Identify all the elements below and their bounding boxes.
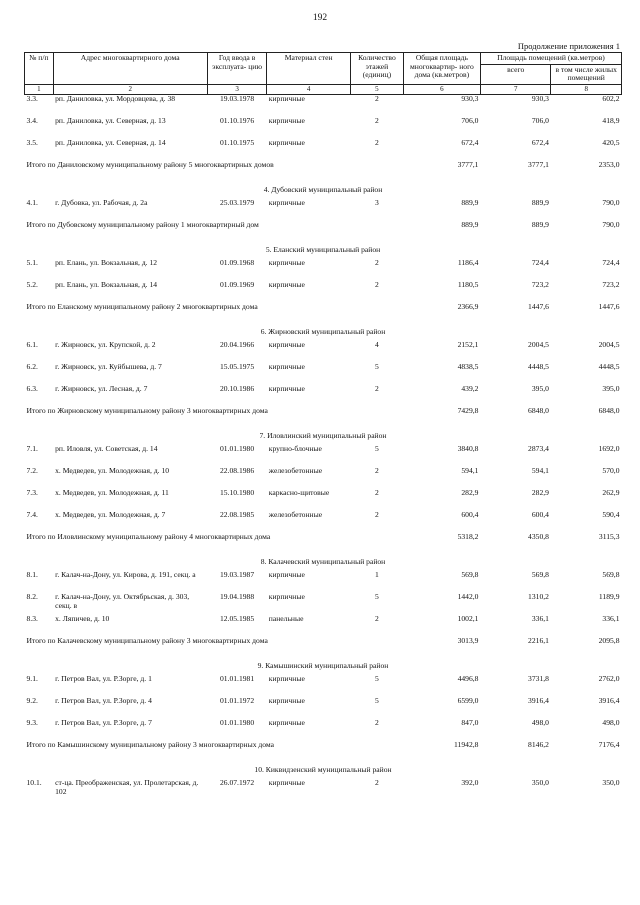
row-total-area: 706,0 xyxy=(461,116,479,126)
subtotal-area-residential: 2353,0 xyxy=(598,160,620,170)
subtotal-area-residential: 790,0 xyxy=(602,220,620,230)
row-floors: 5 xyxy=(375,674,379,684)
row-address: х. Медведев, ул. Молодежная, д. 10 xyxy=(55,466,170,476)
row-number: 5.2. xyxy=(26,280,38,290)
table-row xyxy=(25,95,622,118)
column-number: 3 xyxy=(207,85,266,95)
table-row xyxy=(25,697,622,719)
subtotal-total-area: 2366,9 xyxy=(457,302,479,312)
row-year: 01.09.1969 xyxy=(219,280,255,290)
row-material: крупно-блочные xyxy=(268,444,322,454)
row-floors: 5 xyxy=(375,592,379,602)
row-floors: 5 xyxy=(375,362,379,372)
row-address: рп. Даниловка, ул. Северная, д. 13 xyxy=(55,116,166,126)
district-section-header xyxy=(25,555,622,571)
subtotal-label: Итого по Еланскому муниципальному району 2 многоквартирных дома xyxy=(26,302,258,312)
table-row xyxy=(25,719,622,741)
row-material: кирпичные xyxy=(268,116,305,126)
row-area-all: 724,4 xyxy=(531,258,549,268)
row-year: 01.01.1972 xyxy=(219,696,255,706)
row-area-residential: 570,0 xyxy=(602,466,620,476)
row-total-area: 1186,4 xyxy=(457,258,479,268)
header-premises: Площадь помещений (кв.метров) xyxy=(480,53,621,65)
subtotal-spacer xyxy=(351,161,404,183)
row-address: г. Жирновск, ул. Куйбышева, д. 7 xyxy=(55,362,162,372)
row-floors: 2 xyxy=(375,116,379,126)
column-number: 2 xyxy=(53,85,207,95)
row-year: 01.09.1968 xyxy=(219,258,255,268)
header-floors: Количество этажей (единиц) xyxy=(351,53,404,85)
row-year: 01.01.1981 xyxy=(219,674,255,684)
district-section-header xyxy=(25,429,622,445)
subtotal-label: Итого по Дубовскому муниципальному району 1 многоквартирный дом xyxy=(26,220,259,230)
subtotal-row xyxy=(25,637,622,659)
subtotal-spacer xyxy=(351,407,404,429)
row-address: г. Калач-на-Дону, ул. Октябрьская, д. 303, секц. в xyxy=(55,592,190,610)
subtotal-label: Итого по Иловлинскому муниципальному району 4 многоквартирных дома xyxy=(26,532,271,542)
column-number: 6 xyxy=(403,85,480,95)
row-year: 20.04.1966 xyxy=(219,340,255,350)
row-total-area: 1442,0 xyxy=(457,592,479,602)
row-floors: 2 xyxy=(375,280,379,290)
district-title: 7. Иловлинский муниципальный район xyxy=(259,431,387,441)
row-area-all: 600,4 xyxy=(531,510,549,520)
row-year: 26.07.1972 xyxy=(219,778,255,788)
row-area-all: 3731,8 xyxy=(528,674,549,684)
header-total-area: Общая площадь многоквартир- ного дома (кв.метров) xyxy=(403,53,480,85)
subtotal-area-all: 4350,8 xyxy=(528,532,549,542)
district-title: 8. Калачевский муниципальный район xyxy=(260,557,386,567)
row-number: 7.1. xyxy=(26,444,38,454)
subtotal-row xyxy=(25,303,622,325)
row-total-area: 1180,5 xyxy=(457,280,479,290)
header-material: Материал стен xyxy=(267,53,351,85)
subtotal-spacer xyxy=(351,741,404,763)
subtotal-area-residential: 1447,6 xyxy=(598,302,620,312)
row-total-area: 672,4 xyxy=(461,138,479,148)
subtotal-area-all: 1447,6 xyxy=(528,302,549,312)
row-area-all: 2004,5 xyxy=(528,340,549,350)
row-year: 19.03.1987 xyxy=(219,570,255,580)
subtotal-label: Итого по Жирновскому муниципальному району 3 многоквартирных дома xyxy=(26,406,268,416)
row-material: кирпичные xyxy=(268,280,305,290)
row-address: рп. Елань, ул. Вокзальная, д. 14 xyxy=(55,280,158,290)
subtotal-area-residential: 3115,3 xyxy=(598,532,620,542)
header-num: № п/п xyxy=(25,53,54,85)
row-address: рп. Иловля, ул. Советская, д. 14 xyxy=(55,444,158,454)
row-total-area: 889,9 xyxy=(461,198,479,208)
row-area-residential: 602,2 xyxy=(602,94,620,104)
row-material: кирпичные xyxy=(268,718,305,728)
column-number: 8 xyxy=(551,85,622,95)
row-area-all: 706,0 xyxy=(531,116,549,126)
row-address: х. Ляпичев, д. 10 xyxy=(55,614,110,624)
row-number: 8.3. xyxy=(26,614,38,624)
row-number: 3.3. xyxy=(26,94,38,104)
row-floors: 2 xyxy=(375,488,379,498)
subtotal-total-area: 11942,8 xyxy=(454,740,479,750)
subtotal-row xyxy=(25,741,622,763)
row-floors: 2 xyxy=(375,258,379,268)
row-floors: 2 xyxy=(375,510,379,520)
row-material: кирпичные xyxy=(268,384,305,394)
row-area-residential: 420,5 xyxy=(602,138,620,148)
row-area-all: 672,4 xyxy=(531,138,549,148)
row-area-all: 336,1 xyxy=(531,614,549,624)
row-floors: 5 xyxy=(375,444,379,454)
row-year: 19.03.1978 xyxy=(219,94,255,104)
row-area-residential: 724,4 xyxy=(602,258,620,268)
header-premises-residential: в том числе жилых помещений xyxy=(551,64,622,84)
row-area-residential: 723,2 xyxy=(602,280,620,290)
column-number: 4 xyxy=(267,85,351,95)
table-row xyxy=(25,117,622,139)
row-year: 12.05.1985 xyxy=(219,614,255,624)
row-material: кирпичные xyxy=(268,674,305,684)
row-total-area: 4838,5 xyxy=(457,362,479,372)
row-total-area: 594,1 xyxy=(461,466,479,476)
row-floors: 3 xyxy=(375,198,379,208)
row-floors: 2 xyxy=(375,778,379,788)
row-area-all: 4448,5 xyxy=(528,362,549,372)
district-section-header xyxy=(25,243,622,259)
row-total-area: 569,8 xyxy=(461,570,479,580)
row-year: 19.04.1988 xyxy=(219,592,255,602)
column-number: 5 xyxy=(351,85,404,95)
subtotal-row xyxy=(25,407,622,429)
row-address: г. Петров Вал, ул. Р.Зорге, д. 1 xyxy=(55,674,152,684)
subtotal-area-all: 8146,2 xyxy=(528,740,549,750)
table-header xyxy=(25,53,622,95)
row-year: 25.03.1979 xyxy=(219,198,255,208)
row-number: 6.1. xyxy=(26,340,38,350)
row-year: 22.08.1985 xyxy=(219,510,255,520)
row-floors: 2 xyxy=(375,718,379,728)
subtotal-spacer xyxy=(351,303,404,325)
row-number: 7.4. xyxy=(26,510,38,520)
row-area-residential: 336,1 xyxy=(602,614,620,624)
row-number: 7.2. xyxy=(26,466,38,476)
row-address: г. Жирновск, ул. Лесная, д. 7 xyxy=(55,384,148,394)
row-material: кирпичные xyxy=(268,592,305,602)
row-number: 6.3. xyxy=(26,384,38,394)
row-year: 01.10.1975 xyxy=(219,138,255,148)
subtotal-label: Итого по Камышинскому муниципальному району 3 многоквартирных дома xyxy=(26,740,275,750)
district-section-header xyxy=(25,183,622,199)
subtotal-spacer xyxy=(351,533,404,555)
subtotal-row xyxy=(25,221,622,243)
subtotal-area-all: 2216,1 xyxy=(528,636,549,646)
table-row xyxy=(25,341,622,363)
subtotal-label: Итого по Даниловскому муниципальному району 5 многоквартирных домов xyxy=(26,160,274,170)
table-row xyxy=(25,385,622,407)
row-area-residential: 1692,0 xyxy=(598,444,620,454)
row-area-residential: 418,9 xyxy=(602,116,620,126)
subtotal-row xyxy=(25,161,622,183)
row-area-residential: 2762,0 xyxy=(598,674,620,684)
row-area-residential: 350,0 xyxy=(602,778,620,788)
header-premises-all: всего xyxy=(480,64,550,84)
table-row xyxy=(25,489,622,511)
row-number: 3.4. xyxy=(26,116,38,126)
row-floors: 2 xyxy=(375,94,379,104)
row-floors: 1 xyxy=(375,570,379,580)
row-area-all: 723,2 xyxy=(531,280,549,290)
row-area-all: 1310,2 xyxy=(528,592,549,602)
row-number: 9.3. xyxy=(26,718,38,728)
row-number: 7.3. xyxy=(26,488,38,498)
row-year: 15.05.1975 xyxy=(219,362,255,372)
subtotal-row xyxy=(25,533,622,555)
district-title: 9. Камышинский муниципальный район xyxy=(257,661,389,671)
row-address: г. Жирновск, ул. Крупской, д. 2 xyxy=(55,340,156,350)
housing-table xyxy=(24,52,622,801)
table-row xyxy=(25,199,622,221)
table-row xyxy=(25,139,622,161)
row-address: г. Калач-на-Дону, ул. Кирова, д. 191, секц. а xyxy=(55,570,196,580)
row-number: 9.1. xyxy=(26,674,38,684)
row-number: 10.1. xyxy=(26,778,42,788)
subtotal-label: Итого по Калачевскому муниципальному району 3 многоквартирных дома xyxy=(26,636,268,646)
row-year: 01.01.1980 xyxy=(219,444,255,454)
row-floors: 5 xyxy=(375,696,379,706)
row-total-area: 282,9 xyxy=(461,488,479,498)
row-number: 6.2. xyxy=(26,362,38,372)
row-area-all: 930,3 xyxy=(531,94,549,104)
row-number: 5.1. xyxy=(26,258,38,268)
district-title: 10. Киквидзенский муниципальный район xyxy=(254,765,392,775)
row-area-residential: 498,0 xyxy=(602,718,620,728)
row-area-residential: 4448,5 xyxy=(598,362,620,372)
row-address: х. Медведев, ул. Молодежная, д. 7 xyxy=(55,510,166,520)
table-row xyxy=(25,593,622,615)
row-area-residential: 790,0 xyxy=(602,198,620,208)
row-year: 22.08.1986 xyxy=(219,466,255,476)
row-number: 3.5. xyxy=(26,138,38,148)
row-area-all: 498,0 xyxy=(531,718,549,728)
row-total-area: 600,4 xyxy=(461,510,479,520)
row-material: железобетонные xyxy=(268,466,323,476)
row-year: 15.10.1980 xyxy=(219,488,255,498)
row-address: г. Петров Вал, ул. Р.Зорге, д. 7 xyxy=(55,718,152,728)
subtotal-spacer xyxy=(351,637,404,659)
column-number: 7 xyxy=(480,85,550,95)
row-area-all: 2873,4 xyxy=(528,444,549,454)
row-address: х. Медведев, ул. Молодежная, д. 11 xyxy=(55,488,169,498)
row-area-residential: 262,9 xyxy=(602,488,620,498)
row-year: 01.10.1976 xyxy=(219,116,255,126)
row-area-residential: 3916,4 xyxy=(598,696,620,706)
table-row xyxy=(25,259,622,281)
row-address: рп. Даниловка, ул. Мордовцева, д. 38 xyxy=(55,94,176,104)
continuation-note: Продолжение приложения 1 xyxy=(517,41,620,51)
subtotal-area-residential: 2095,8 xyxy=(598,636,620,646)
table-row xyxy=(25,363,622,385)
subtotal-area-all: 6848,0 xyxy=(528,406,549,416)
row-material: кирпичные xyxy=(268,94,305,104)
row-floors: 2 xyxy=(375,138,379,148)
subtotal-area-residential: 6848,0 xyxy=(598,406,620,416)
table-body xyxy=(25,95,622,802)
column-number: 1 xyxy=(25,85,54,95)
row-material: кирпичные xyxy=(268,198,305,208)
row-material: кирпичные xyxy=(268,570,305,580)
subtotal-spacer xyxy=(351,221,404,243)
row-material: кирпичные xyxy=(268,340,305,350)
table-row xyxy=(25,281,622,303)
row-area-all: 3916,4 xyxy=(528,696,549,706)
table-row xyxy=(25,675,622,697)
subtotal-total-area: 889,9 xyxy=(461,220,479,230)
row-area-residential: 1189,9 xyxy=(598,592,620,602)
row-total-area: 2152,1 xyxy=(457,340,479,350)
row-material: кирпичные xyxy=(268,778,305,788)
district-section-header xyxy=(25,659,622,675)
district-section-header xyxy=(25,763,622,779)
row-material: панельные xyxy=(268,614,304,624)
district-section-header xyxy=(25,325,622,341)
row-address: г. Петров Вал, ул. Р.Зорге, д. 4 xyxy=(55,696,152,706)
row-total-area: 392,0 xyxy=(461,778,479,788)
table-row xyxy=(25,511,622,533)
table-row xyxy=(25,779,622,801)
row-area-all: 569,8 xyxy=(531,570,549,580)
row-material: кирпичные xyxy=(268,696,305,706)
subtotal-total-area: 5318,2 xyxy=(457,532,479,542)
row-year: 01.01.1980 xyxy=(219,718,255,728)
row-material: железобетонные xyxy=(268,510,323,520)
subtotal-area-all: 3777,1 xyxy=(528,160,549,170)
subtotal-total-area: 3013,9 xyxy=(457,636,479,646)
row-address: рп. Даниловка, ул. Северная, д. 14 xyxy=(55,138,166,148)
row-year: 20.10.1986 xyxy=(219,384,255,394)
row-total-area: 847,0 xyxy=(461,718,479,728)
row-material: кирпичные xyxy=(268,362,305,372)
table-row xyxy=(25,445,622,467)
header-year: Год ввода в эксплуата- цию xyxy=(207,53,266,85)
row-total-area: 930,3 xyxy=(461,94,479,104)
row-floors: 2 xyxy=(375,466,379,476)
row-material: каркасно-щитовые xyxy=(268,488,330,498)
subtotal-area-all: 889,9 xyxy=(531,220,549,230)
row-number: 4.1. xyxy=(26,198,38,208)
row-total-area: 6599,0 xyxy=(457,696,479,706)
row-number: 8.1. xyxy=(26,570,38,580)
page-number: 192 xyxy=(312,13,328,23)
subtotal-total-area: 3777,1 xyxy=(457,160,479,170)
district-title: 6. Жирновский муниципальный район xyxy=(260,327,386,337)
row-area-all: 350,0 xyxy=(531,778,549,788)
row-floors: 2 xyxy=(375,384,379,394)
row-area-residential: 590,4 xyxy=(602,510,620,520)
row-material: кирпичные xyxy=(268,258,305,268)
subtotal-total-area: 7429,8 xyxy=(457,406,479,416)
row-number: 9.2. xyxy=(26,696,38,706)
row-total-area: 1002,1 xyxy=(457,614,479,624)
row-floors: 2 xyxy=(375,614,379,624)
row-total-area: 439,2 xyxy=(461,384,479,394)
row-area-all: 889,9 xyxy=(531,198,549,208)
row-area-residential: 395,0 xyxy=(602,384,620,394)
row-address: рп. Елань, ул. Вокзальная, д. 12 xyxy=(55,258,158,268)
row-number: 8.2. xyxy=(26,592,38,602)
row-total-area: 3840,8 xyxy=(457,444,479,454)
header-address: Адрес многоквартирного дома xyxy=(53,53,207,85)
row-area-all: 594,1 xyxy=(531,466,549,476)
row-address: г. Дубовка, ул. Рабочая, д. 2а xyxy=(55,198,148,208)
table-row xyxy=(25,467,622,489)
row-area-all: 395,0 xyxy=(531,384,549,394)
row-area-residential: 2004,5 xyxy=(598,340,620,350)
table-row xyxy=(25,571,622,593)
row-area-residential: 569,8 xyxy=(602,570,620,580)
table-row xyxy=(25,615,622,637)
row-address: ст-ца. Преображенская, ул. Пролетарская, д. 102 xyxy=(55,778,199,796)
subtotal-area-residential: 7176,4 xyxy=(598,740,620,750)
row-material: кирпичные xyxy=(268,138,305,148)
district-title: 4. Дубовский муниципальный район xyxy=(263,185,383,195)
row-floors: 4 xyxy=(375,340,379,350)
row-area-all: 282,9 xyxy=(531,488,549,498)
row-total-area: 4496,8 xyxy=(457,674,479,684)
district-title: 5. Еланский муниципальный район xyxy=(265,245,381,255)
